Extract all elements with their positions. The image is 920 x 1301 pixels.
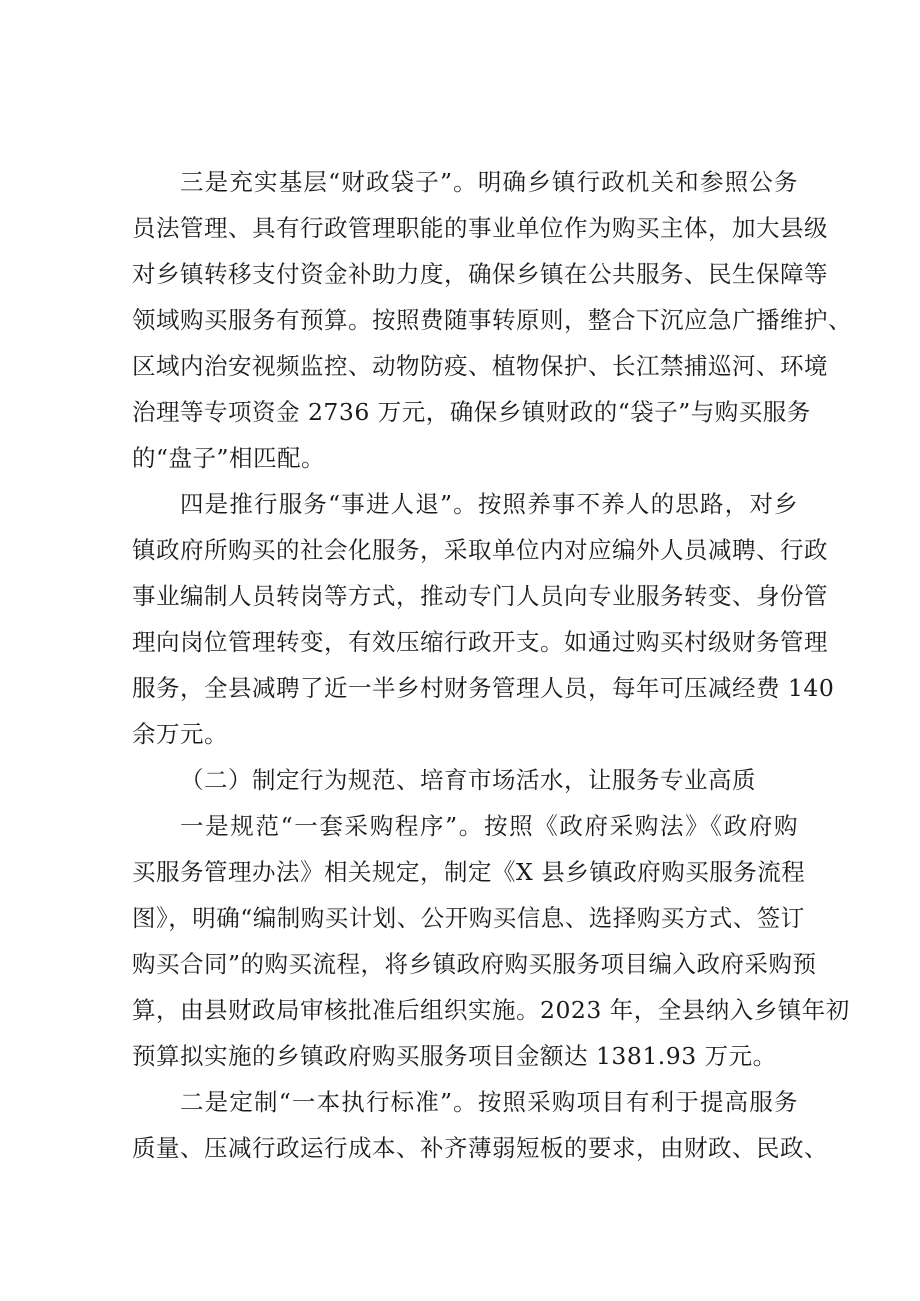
paragraph-line: 四是推行服务“事进人退”。按照养事不养人的思路，对乡 <box>180 490 798 518</box>
paragraph-line: 员法管理、具有行政管理职能的事业单位作为购买主体，加大县级 <box>132 214 828 242</box>
paragraph-line: 购买合同”的购买流程，将乡镇政府购买服务项目编入政府采购预 <box>132 950 817 978</box>
paragraph-line: 的“盘子”相匹配。 <box>132 444 326 472</box>
section-heading: （二）制定行为规范、培育市场活水，让服务专业高质 <box>180 766 756 794</box>
paragraph-line: 服务，全县减聘了近一半乡村财务管理人员，每年可压减经费 140 <box>132 674 835 702</box>
paragraph-line: 余万元。 <box>132 720 228 748</box>
paragraph-line: 算，由县财政局审核批准后组织实施。2023 年，全县纳入乡镇年初 <box>132 996 850 1024</box>
paragraph-line: 预算拟实施的乡镇政府购买服务项目金额达 1381.93 万元。 <box>132 1042 777 1070</box>
paragraph-line: 对乡镇转移支付资金补助力度，确保乡镇在公共服务、民生保障等 <box>132 260 828 288</box>
paragraph-line: 事业编制人员转岗等方式，推动专门人员向专业服务转变、身份管 <box>132 582 828 610</box>
paragraph-line: 区域内治安视频监控、动物防疫、植物保护、长江禁捕巡河、环境 <box>132 352 828 380</box>
paragraph-line: 买服务管理办法》相关规定，制定《X 县乡镇政府购买服务流程 <box>132 858 806 886</box>
paragraph-line: 三是充实基层“财政袋子”。明确乡镇行政机关和参照公务 <box>180 168 798 196</box>
paragraph-line: 镇政府所购买的社会化服务，采取单位内对应编外人员减聘、行政 <box>132 536 828 564</box>
paragraph-line: 图》，明确“编制购买计划、公开购买信息、选择购买方式、签订 <box>132 904 805 932</box>
paragraph-line: 理向岗位管理转变，有效压缩行政开支。如通过购买村级财务管理 <box>132 628 828 656</box>
paragraph-line: 质量、压减行政运行成本、补齐薄弱短板的要求，由财政、民政、 <box>132 1134 828 1162</box>
paragraph-line: 一是规范“一套采购程序”。按照《政府采购法》《政府购 <box>180 812 798 840</box>
paragraph-line: 领域购买服务有预算。按照费随事转原则，整合下沉应急广播维护、 <box>132 306 852 334</box>
paragraph-line: 二是定制“一本执行标准”。按照采购项目有利于提高服务 <box>180 1088 798 1116</box>
paragraph-line: 治理等专项资金 2736 万元，确保乡镇财政的“袋子”与购买服务 <box>132 398 811 426</box>
